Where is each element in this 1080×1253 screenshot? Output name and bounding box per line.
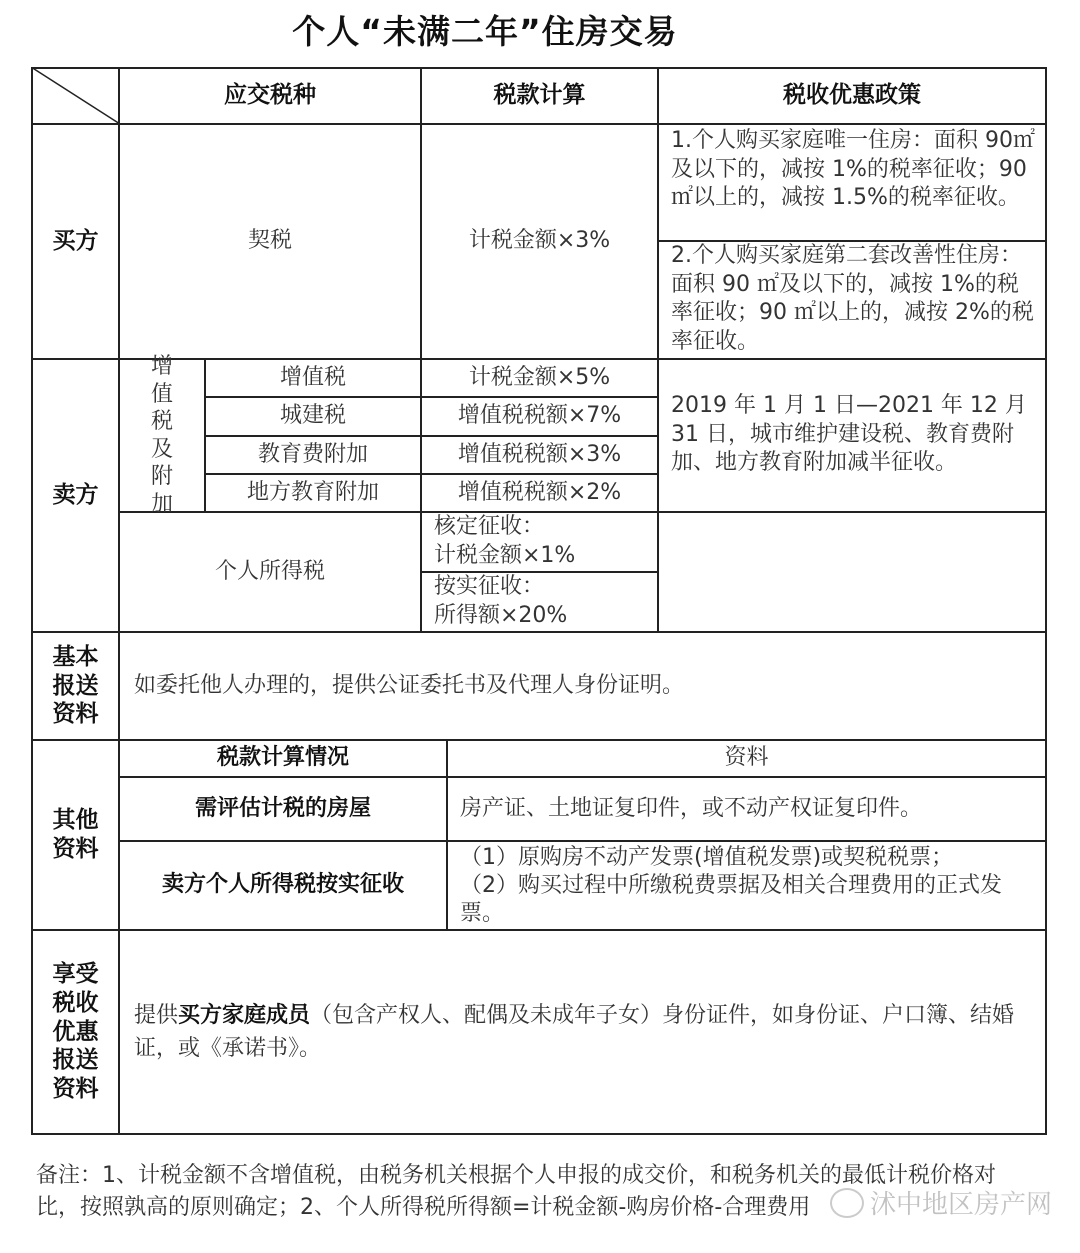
seller-vat-group — [120, 354, 204, 517]
seller-row-calc: 增值税税额×7% — [457, 403, 622, 429]
basic-docs-text: 如委托他人办理的，提供公证委托书及代理人身份证明。 — [134, 672, 685, 698]
seller-income-calc-1-value: 计税金额×1% — [434, 542, 576, 568]
seller-row-tax: 教育费附加 — [257, 441, 368, 467]
preferential-docs-suffix: （包含产权人、配偶及未成年子女）身份证件，如身份证、户口簿、结婚证，或《承诺书》。 — [134, 1003, 1015, 1061]
seller-row-calc: 计税金额×5% — [468, 364, 611, 390]
other-docs-row2-materials — [448, 842, 1045, 929]
seller-row-tax: 增值税 — [279, 364, 346, 390]
seller-row-calc: 增值税税额×3% — [457, 441, 622, 467]
other-docs-row2-situation: 卖方个人所得税按实征收 — [161, 872, 404, 898]
basic-docs-label — [33, 633, 118, 739]
preferential-docs-text — [120, 931, 1045, 1133]
seller-row-tax: 城建税 — [279, 403, 346, 429]
buyer-policy-2-text: 2.个人购买家庭第二套改善性住房：面积 90 ㎡及以下的，减按 1%的税率征收；90 ㎡以上的，减按 2%的税率征收。 — [671, 243, 1034, 354]
seller-income-calc-2 — [422, 573, 657, 631]
other-docs-col-materials: 资料 — [724, 745, 769, 771]
buyer-policy-2 — [659, 242, 1045, 358]
header-tax-type: 应交税种 — [224, 82, 316, 109]
seller-row-tax: 地方教育附加 — [246, 479, 379, 505]
header-calculation: 税款计算 — [493, 82, 586, 109]
seller-income-tax: 个人所得税 — [214, 558, 325, 584]
watermark-text: 沭中地区房产网 — [870, 1190, 1053, 1220]
other-docs-label — [33, 741, 118, 929]
buyer-calc: 计税金额×3% — [468, 228, 611, 254]
buyer-label: 买方 — [52, 228, 99, 255]
preferential-docs-bold: 买方家庭成员 — [178, 1003, 311, 1028]
table-border-right — [1045, 67, 1047, 1135]
other-docs-col-situation: 税款计算情况 — [216, 745, 349, 771]
other-docs-row1-materials: 房产证、土地证复印件，或不动产权证复印件。 — [460, 795, 923, 821]
seller-vat-group-text: 增值税及附加 — [150, 354, 173, 517]
header-policy: 税收优惠政策 — [783, 82, 921, 109]
seller-income-calc-2-value: 所得额×20% — [434, 602, 568, 628]
seller-income-calc-1 — [422, 513, 657, 571]
seller-vat-policy-text: 2019 年 1 月 1 日—2021 年 12 月 31 日，城市维护建设税、教育费附加、地方教育附加减半征收。 — [671, 393, 1027, 476]
preferential-docs-label — [33, 931, 118, 1133]
watermark — [830, 1184, 1052, 1221]
diagonal-corner-line — [31, 67, 120, 124]
other-docs-label-text: 其他资料 — [52, 807, 99, 862]
other-docs-row2-materials-1: （1）原购房不动产发票(增值税发票)或契税税票； — [460, 845, 954, 870]
footnote: 备注：1、计税金额不含增值税，由税务机关根据个人申报的成交价，和税务机关的最低计税价格对比，按照孰高的原则确定；2、个人所得税所得额=计税金额-购房价格-合理费用 — [36, 1163, 997, 1220]
seller-income-calc-2-label: 按实征收： — [434, 574, 545, 599]
table-border-bottom — [31, 1133, 1047, 1135]
wechat-icon — [830, 1188, 864, 1218]
other-docs-row2-materials-2: （2）购买过程中所缴税费票据及相关合理费用的正式发票。 — [460, 873, 1002, 927]
buyer-tax: 契税 — [247, 228, 292, 254]
other-docs-row1-situation: 需评估计税的房屋 — [194, 795, 371, 821]
basic-docs-label-text: 基本报送资料 — [52, 643, 99, 728]
page-title: 个人“未满二年”住房交易 — [292, 12, 678, 51]
buyer-policy-1 — [659, 125, 1045, 240]
preferential-docs-prefix: 提供 — [134, 1003, 179, 1028]
preferential-docs-paragraph — [134, 999, 1035, 1065]
seller-vat-policy — [659, 360, 1045, 511]
seller-row-calc: 增值税税额×2% — [457, 479, 622, 505]
seller-label: 卖方 — [52, 482, 99, 509]
preferential-docs-label-text: 享受税收优惠报送资料 — [52, 961, 99, 1103]
seller-income-calc-1-label: 核定征收： — [434, 514, 545, 539]
buyer-policy-1-text: 1.个人购买家庭唯一住房：面积 90㎡及以下的，减按 1%的税率征收；90 ㎡以上的，减按 1.5%的税率征收。 — [671, 128, 1035, 211]
